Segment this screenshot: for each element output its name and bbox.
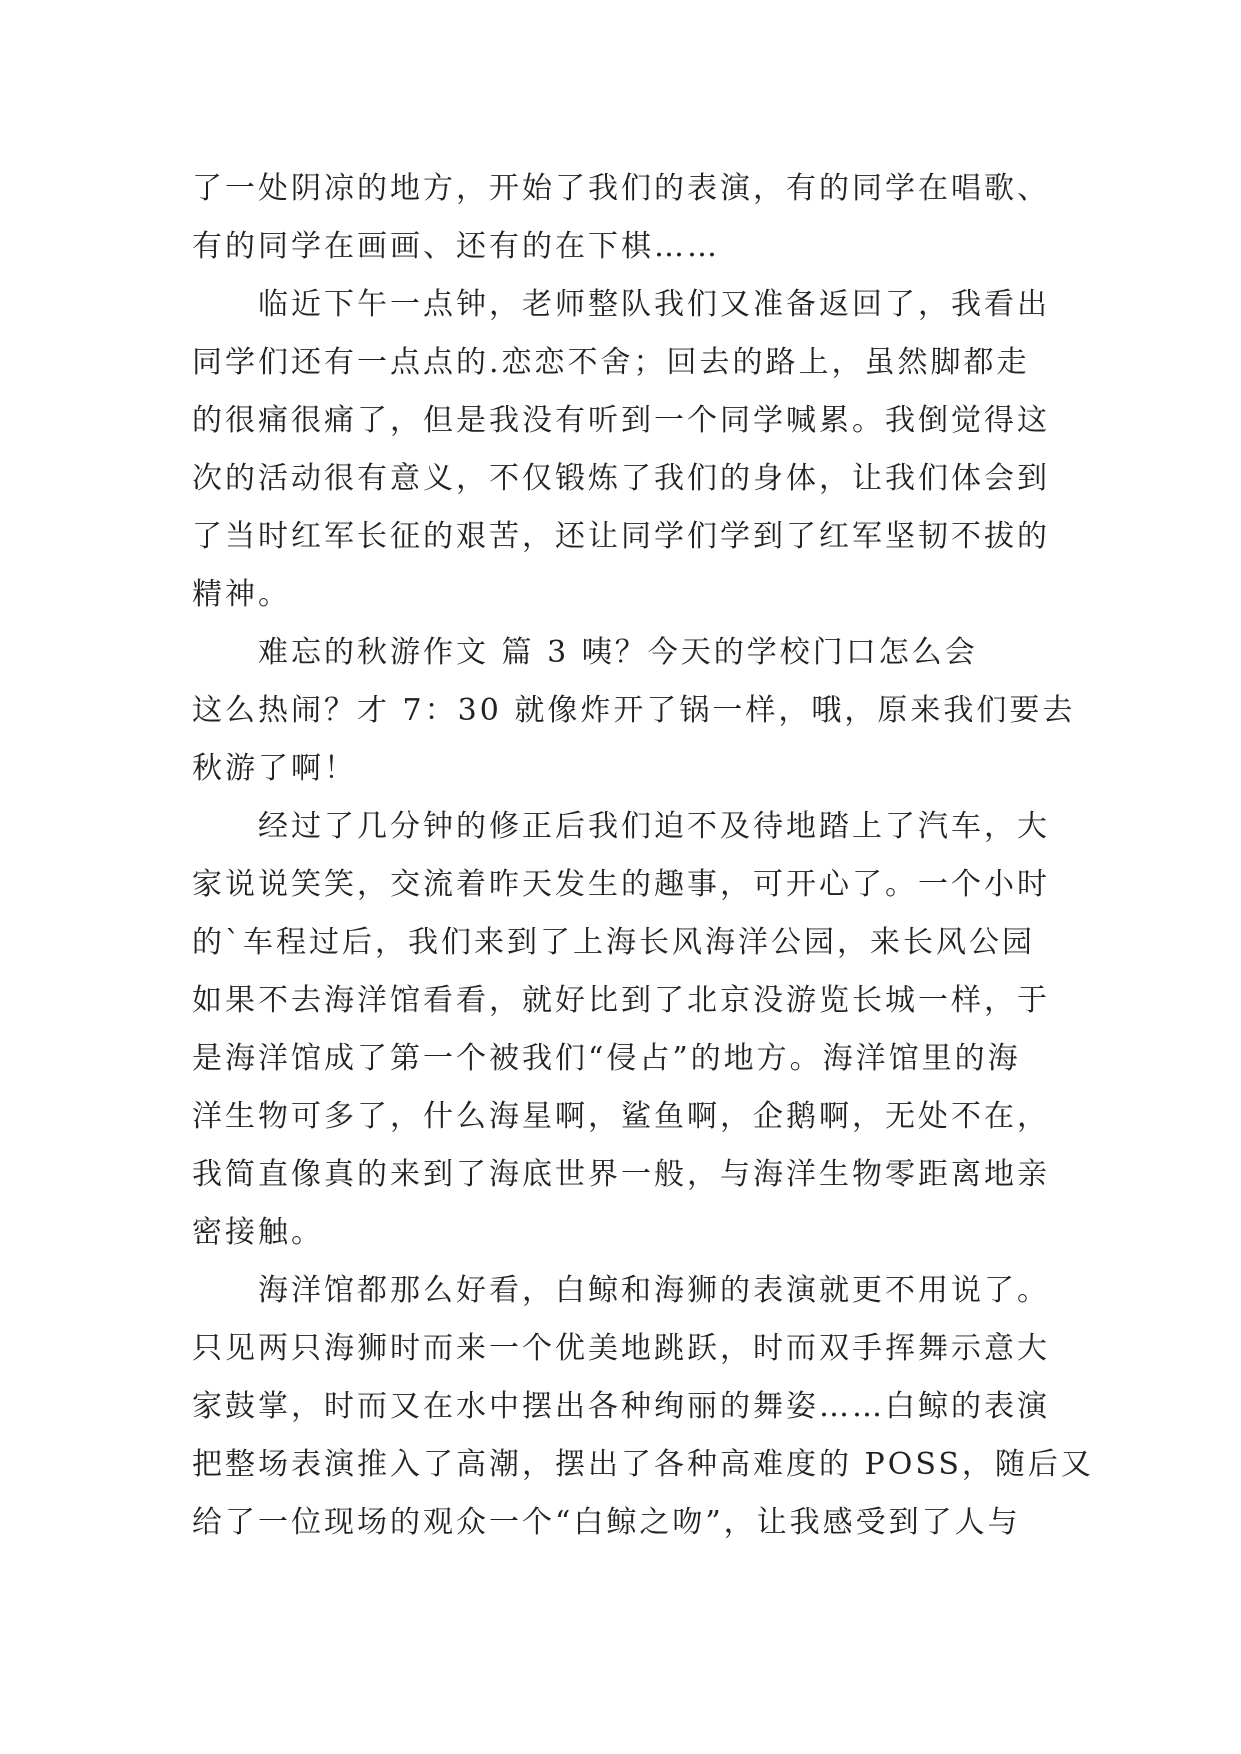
text-line: 是海洋馆成了第一个被我们“侵占”的地方。海洋馆里的海 — [192, 1041, 1021, 1076]
paragraph-1 — [192, 160, 1072, 276]
text-line: 的`车程过后，我们来到了上海长风海洋公园，来长风公园 — [192, 925, 1035, 960]
paragraph-5 — [192, 1262, 1094, 1552]
text-line: 密接触。 — [192, 1215, 324, 1250]
body-text — [192, 160, 1094, 1552]
text-line: 临近下午一点钟，老师整队我们又准备返回了，我看出 — [258, 287, 1050, 322]
paragraph-3 — [192, 624, 1076, 798]
text-line: 把整场表演推入了高潮，摆出了各种高难度的 POSS，随后又 — [192, 1447, 1094, 1482]
text-line: 同学们还有一点点的.恋恋不舍；回去的路上，虽然脚都走 — [192, 345, 1030, 380]
text-line: 次的活动很有意义，不仅锻炼了我们的身体，让我们体会到 — [192, 461, 1050, 496]
text-line: 的很痛很痛了，但是我没有听到一个同学喊累。我倒觉得这 — [192, 403, 1050, 438]
text-line: 我简直像真的来到了海底世界一般，与海洋生物零距离地亲 — [192, 1157, 1050, 1192]
text-line: 如果不去海洋馆看看，就好比到了北京没游览长城一样，于 — [192, 983, 1050, 1018]
paragraph-4 — [192, 798, 1072, 1262]
text-line: 经过了几分钟的修正后我们迫不及待地踏上了汽车，大 — [258, 809, 1050, 844]
text-line: 只见两只海狮时而来一个优美地跳跃，时而双手挥舞示意大 — [192, 1331, 1050, 1366]
text-line: 家说说笑笑，交流着昨天发生的趣事，可开心了。一个小时 — [192, 867, 1050, 902]
text-line: 给了一位现场的观众一个“白鲸之吻”，让我感受到了人与 — [192, 1505, 1021, 1540]
text-line: 海洋馆都那么好看，白鲸和海狮的表演就更不用说了。 — [258, 1273, 1050, 1308]
text-line: 有的同学在画画、还有的在下棋…… — [192, 229, 720, 264]
text-line: 家鼓掌，时而又在水中摆出各种绚丽的舞姿……白鲸的表演 — [192, 1389, 1050, 1424]
text-line: 这么热闹？才 7：30 就像炸开了锅一样，哦，原来我们要去 — [192, 693, 1076, 728]
text-line: 了一处阴凉的地方，开始了我们的表演，有的同学在唱歌、 — [192, 171, 1050, 206]
text-line: 秋游了啊！ — [192, 751, 357, 786]
text-line: 难忘的秋游作文 篇 3 咦？今天的学校门口怎么会 — [258, 635, 978, 670]
paragraph-2 — [192, 276, 1072, 624]
text-line: 精神。 — [192, 577, 291, 612]
text-line: 了当时红军长征的艰苦，还让同学们学到了红军坚韧不拔的 — [192, 519, 1050, 554]
text-line: 洋生物可多了，什么海星啊，鲨鱼啊，企鹅啊，无处不在， — [192, 1099, 1050, 1134]
